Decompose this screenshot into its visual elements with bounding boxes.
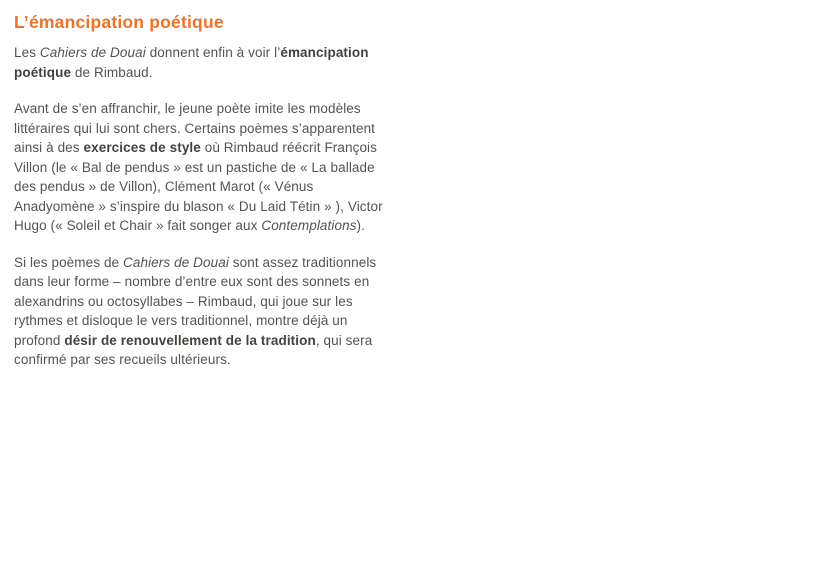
text-segment-italic: Cahiers de Douai (123, 254, 229, 270)
text-segment: de Rimbaud. (71, 64, 153, 80)
text-segment: Avant de s’en affranchir, le jeune poète imite les modèles littéraires qui lui sont chers. Certains poèmes s’apparentent ainsi à des (14, 101, 376, 155)
text-segment: donnent enfin à voir l’ (145, 45, 281, 60)
article-section (14, 12, 390, 387)
text-segment-bold: émancipation poétique (14, 45, 369, 80)
text-segment: ). (356, 218, 365, 233)
paragraph-3 (14, 253, 390, 370)
section-title: L’émancipation poétique (14, 12, 224, 32)
text-segment: sont assez traditionnels dans leur forme – nombre d’entre eux sont des sonnets en alexandrins ou octosyllabes – Rimbaud, qui joue sur les rythmes et disloque le vers traditionnel, montre déjà un profond (14, 254, 377, 348)
paragraph-2 (14, 99, 390, 236)
text-segment: Si les poèmes de (14, 254, 124, 270)
text-segment-italic: Cahiers de Douai (39, 45, 146, 60)
text-segment-italic: Contemplations (261, 218, 357, 233)
text-segment: , qui sera confirmé par ses recueils ultérieurs. (14, 332, 373, 367)
text-segment-bold: désir de renouvellement de la tradition (64, 332, 316, 348)
text-segment: où Rimbaud réécrit François Villon (le « Bal de pendus » est un pastiche de « La ballade des pendus » de Villon), Clément Marot (« Vénus Anadyomène » s’inspire du blason « Du Laid Tétin » ), Victor Hugo (« Soleil et Chair » fait songer aux (14, 140, 383, 233)
text-segment: Les (14, 45, 40, 60)
text-segment-bold: exercices de style (83, 140, 201, 155)
paragraph-1 (14, 43, 390, 82)
